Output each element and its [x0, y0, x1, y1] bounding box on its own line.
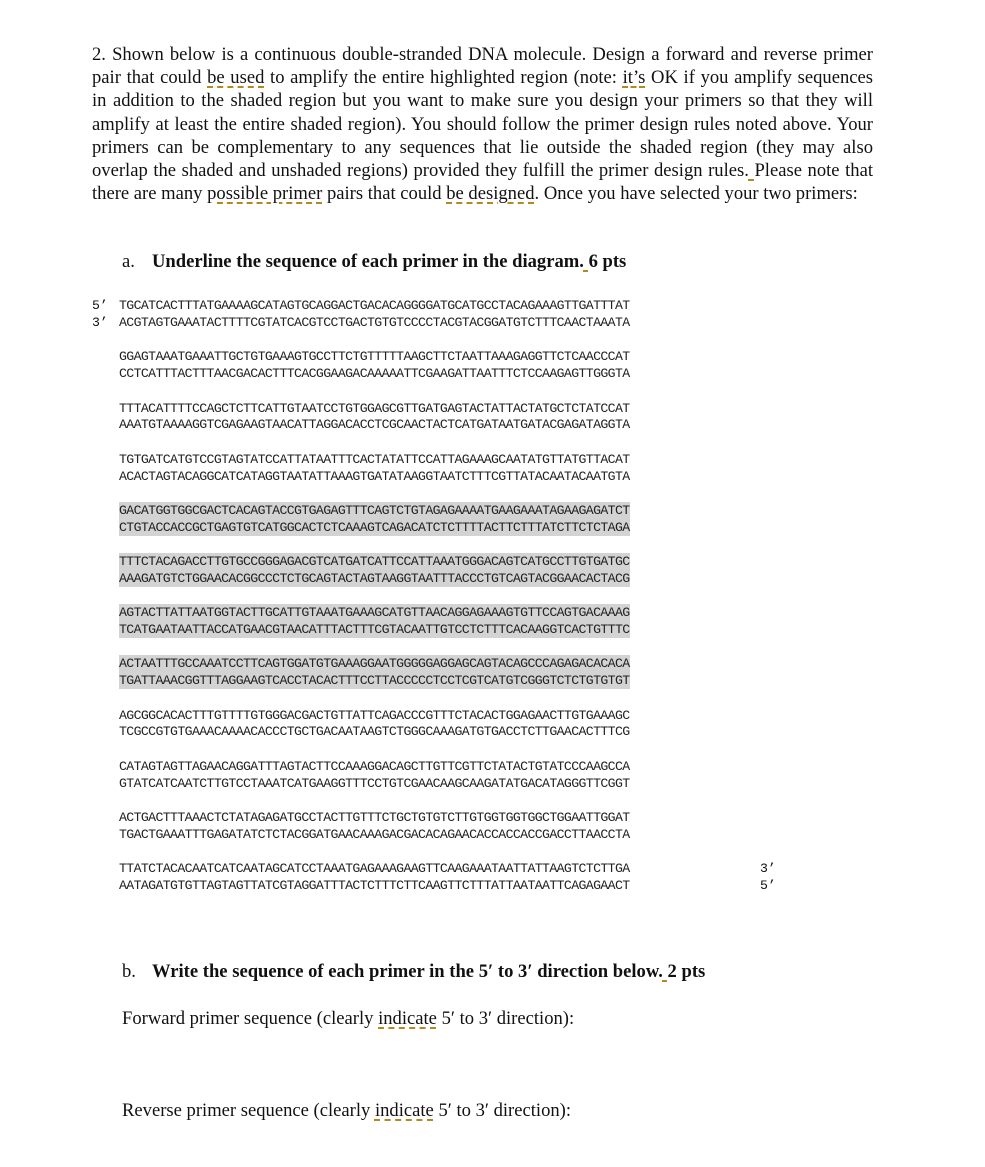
part-b-points: 2 pts [667, 961, 706, 982]
intro-text-4: Please note that there are many [92, 160, 873, 205]
intro-text-3: OK if you amplify sequences in addition to the shaded region but you want to make sure you design your primers so that they will amplify at least the entire shaded region). You should follow the primer design rules noted above. Your primers can be complementary to any sequences that lie outside the shaded region (they may also overlap the shaded and unshaded regions) provided they fulfill the primer design rules. [92, 67, 873, 182]
part-b-question [122, 961, 705, 983]
top-strand[interactable]: TGTGATCATGTCCGTAGTATCCATTATAATTTCACTATATTCCATTAGAAAGCAATATGTTATGTTACAT [119, 452, 630, 467]
bottom-strand[interactable]: CCTCATTTACTTTAACGACACTTTCACGGAAGACAAAAATTCGAAGATTAATTTCTCCAAGAGTTGGGTA [119, 366, 630, 381]
intro-text-1: 2. Shown below is a continuous double-stranded DNA molecule. Design a forward and reverse primer pair that could [92, 44, 873, 89]
top-strand[interactable]: ACTGACTTTAAACTCTATAGAGATGCCTACTTGTTTCTGCTGTGTCTTGTGGTGGTGGCTGGAATTGGAT [119, 810, 630, 825]
intro-text-6: . Once you have selected your two primers: [534, 183, 858, 205]
spellcheck-flag: be used [207, 67, 265, 89]
top-strand[interactable]: CATAGTAGTTAGAACAGGATTTAGTACTTCCAAAGGACAGCTTGTTCGTTCTATACTGTATCCCAAGCCA [119, 759, 630, 774]
top-strand-highlighted[interactable]: AGTACTTATTAATGGTACTTGCATTGTAAATGAAAGCATGTTAACAGGAGAAAGTGTTCCAGTGACAAAG [119, 605, 630, 620]
top-strand[interactable]: TGCATCACTTTATGAAAAGCATAGTGCAGGACTGACACAGGGGATGCATGCCTACAGAAAGTTGATTTAT [119, 298, 630, 313]
top-strand[interactable]: TTTACATTTTCCAGCTCTTCATTGTAATCCTGTGGAGCGTTGATGAGTACTATTACTATGCTCTATCCAT [119, 401, 630, 416]
reverse-label-start: Reverse primer sequence (clearly [122, 1100, 375, 1121]
intro-text-2: to amplify the entire highlighted region (note: [264, 67, 623, 89]
forward-primer-label [122, 1008, 574, 1030]
spellcheck-flag: be designed [446, 183, 535, 205]
bottom-strand[interactable]: ACACTAGTACAGGCATCATAGGTAATATTAAAGTGATATAAGGTAATCTTTCGTTATACAATACAATGTA [119, 469, 630, 484]
bottom-strand[interactable]: TCGCCGTGTGAAACAAAACACCCTGCTGACAATAAGTCTGGGCAAAGATGTGACCTCTTGAACACTTTCG [119, 724, 630, 739]
reverse-primer-label [122, 1100, 571, 1122]
intro-text-5: pairs that could [322, 183, 447, 205]
strand-top-start-label: 5’ [92, 298, 108, 313]
bottom-strand-highlighted[interactable]: AAAGATGTCTGGAACACGGCCCTCTGCAGTACTAGTAAGGTAATTTACCCTGTCAGTACGGAACACTACG [119, 571, 630, 586]
top-strand-highlighted[interactable]: GACATGGTGGCGACTCACAGTACCGTGAGAGTTTCAGTCTGTAGAGAAAATGAAGAAATAGAAGAGATCT [119, 503, 630, 518]
strand-top-end-label: 3’ [760, 861, 776, 876]
top-strand-highlighted[interactable]: ACTAATTTGCCAAATCCTTCAGTGGATGTGAAAGGAATGGGGGAGGAGCAGTACAGCCCAGAGACACACA [119, 656, 630, 671]
part-a-text: Underline the sequence of each primer in the diagram. [152, 251, 584, 272]
bottom-strand[interactable]: AAATGTAAAAGGTCGAGAAGTAACATTAGGACACCTCGCAACTACTCATGATAATGATACGAGATAGGTA [119, 417, 630, 432]
bottom-strand-highlighted[interactable]: CTGTACCACCGCTGAGTGTCATGGCACTCTCAAAGTCAGACATCTCTTTTACTTCTTTATCTTCTCTAGA [119, 520, 630, 535]
bottom-strand[interactable]: ACGTAGTGAAATACTTTTCGTATCACGTCCTGACTGTGTCCCCTACGTACGGATGTCTTTCAACTAAATA [119, 315, 630, 330]
forward-label-end: 5′ to 3′ direction): [436, 1008, 575, 1029]
top-strand[interactable]: TTATCTACACAATCATCAATAGCATCCTAAATGAGAAAGAAGTTCAAGAAATAATTATTAAGTCTCTTGA [119, 861, 630, 876]
bottom-strand[interactable]: AATAGATGTGTTAGTAGTTATCGTAGGATTTACTCTTTCTTCAAGTTCTTTATTAATAATTCAGAGAACT [119, 878, 630, 893]
part-a-points: 6 pts [588, 251, 627, 272]
strand-bottom-start-label: 3’ [92, 315, 108, 330]
bottom-strand-highlighted[interactable]: TGATTAAACGGTTTAGGAAGTCACCTACACTTTCCTTACCCCCTCCTCGTCATGTCGGGTCTCTGTGTGT [119, 673, 630, 688]
part-a-letter: a. [122, 251, 135, 272]
forward-label-start: Forward primer sequence (clearly [122, 1008, 379, 1029]
spellcheck-flag: indicate [374, 1100, 434, 1121]
top-strand[interactable]: GGAGTAAATGAAATTGCTGTGAAAGTGCCTTCTGTTTTTAAGCTTCTAATTAAAGAGGTTCTCAACCCAT [119, 349, 630, 364]
reverse-label-end: 5′ to 3′ direction): [433, 1100, 572, 1121]
spellcheck-flag: possible primer [207, 183, 323, 205]
spellcheck-flag: indicate [378, 1008, 437, 1029]
part-b-letter: b. [122, 961, 136, 982]
bottom-strand[interactable]: TGACTGAAATTTGAGATATCTCTACGGATGAACAAAGACGACACAGAACACCACCACCGACCTTAACCTA [119, 827, 630, 842]
top-strand[interactable]: AGCGGCACACTTTGTTTTGTGGGACGACTGTTATTCAGACCCGTTTCTACACTGGAGAACTTGTGAAAGC [119, 708, 630, 723]
strand-bottom-end-label: 5’ [760, 878, 776, 893]
bottom-strand[interactable]: GTATCATCAATCTTGTCCTAAATCATGAAGGTTTCCTGTCGAACAAGCAAGATATGACATAGGGTTCGGT [119, 776, 630, 791]
part-b-text: Write the sequence of each primer in the 5′ to 3′ direction below. [152, 961, 663, 982]
question-intro [92, 43, 873, 205]
top-strand-highlighted[interactable]: TTTCTACAGACCTTGTGCCGGGAGACGTCATGATCATTCCATTAAATGGGACAGTCATGCCTTGTGATGC [119, 554, 630, 569]
part-a-question [122, 251, 626, 273]
bottom-strand-highlighted[interactable]: TCATGAATAATTACCATGAACGTAACATTTACTTTCGTACAATTGTCCTCTTTCACAAGGTCACTGTTTC [119, 622, 630, 637]
spellcheck-flag: it’s [622, 67, 646, 89]
